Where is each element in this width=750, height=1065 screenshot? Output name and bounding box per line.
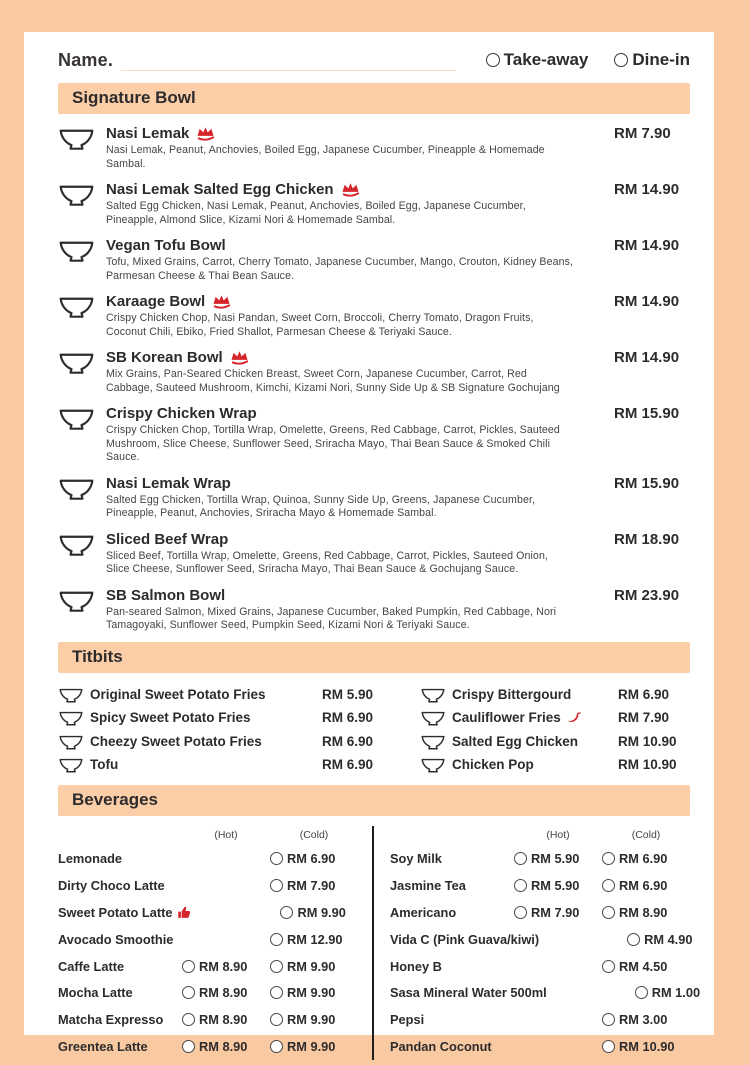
cold-option-radio[interactable]: [280, 906, 293, 919]
cold-option-radio[interactable]: [270, 879, 283, 892]
hot-price-cell: [514, 878, 602, 893]
item-price: RM 10.90: [618, 757, 677, 773]
item-name: Sliced Beef Wrap: [106, 530, 229, 548]
cold-option-radio[interactable]: [270, 986, 283, 999]
signature-bowl-list: [58, 124, 690, 633]
item-name: Matcha Expresso: [58, 1012, 164, 1028]
item-text: [106, 474, 614, 521]
bowl-icon: [58, 533, 95, 558]
item-price: RM 6.90: [322, 757, 374, 773]
cold-option-radio[interactable]: [635, 986, 648, 999]
crown-icon: [229, 350, 250, 366]
beverage-item: [390, 1033, 690, 1060]
item-name: Nasi Lemak: [106, 124, 604, 143]
item-text: [106, 236, 614, 283]
beverage-item: [58, 872, 358, 899]
titbit-item: [58, 706, 394, 730]
hot-price: RM 8.90: [199, 985, 248, 1001]
bowl-icon: [58, 477, 95, 502]
bowl-icon: [58, 351, 95, 376]
cold-option-radio[interactable]: [270, 1040, 283, 1053]
item-text: [106, 124, 614, 171]
item-price: RM 10.90: [618, 733, 677, 749]
cold-price-cell: [602, 878, 690, 893]
hot-header: (Hot): [546, 828, 570, 841]
menu-item: [58, 292, 690, 339]
item-description: Nasi Lemak, Peanut, Anchovies, Boiled Egg, Japanese Cucumber, Pineapple & Homemade Sambal.: [106, 144, 545, 170]
item-text: [106, 292, 614, 339]
cold-price-cell: [270, 985, 358, 1000]
menu-item: [58, 180, 690, 227]
hot-option-radio[interactable]: [182, 1040, 195, 1053]
beverage-item: [390, 926, 693, 953]
item-name: Original Sweet Potato Fries: [90, 686, 266, 702]
cold-price-cell: [602, 959, 690, 974]
cold-price-cell: [280, 905, 368, 920]
hot-price: RM 8.90: [199, 958, 248, 974]
cold-option-radio[interactable]: [602, 960, 615, 973]
item-price: RM 7.90: [614, 125, 671, 142]
crown-icon: [211, 294, 232, 310]
name-label: Name.: [58, 49, 114, 70]
item-name: Crispy Chicken Wrap: [106, 405, 257, 422]
hot-option-radio[interactable]: [182, 1013, 195, 1026]
hot-option-radio[interactable]: [182, 960, 195, 973]
beverage-item: [390, 979, 701, 1006]
item-name: Sasa Mineral Water 500ml: [390, 985, 547, 1001]
bowl-icon: [58, 407, 95, 432]
bowl-icon: [58, 710, 84, 727]
cold-option-radio[interactable]: [602, 1040, 615, 1053]
item-price: RM 14.90: [614, 237, 680, 254]
hot-price: RM 5.90: [531, 878, 580, 894]
cold-price-cell: [270, 932, 358, 947]
item-price: RM 15.90: [614, 405, 680, 422]
cold-price: RM 9.90: [287, 1038, 336, 1054]
titbit-item: [58, 683, 394, 707]
item-price: RM 6.90: [322, 710, 374, 726]
beverage-item: [58, 979, 358, 1006]
beverages-column-right: [374, 826, 701, 1060]
cold-option-radio[interactable]: [602, 852, 615, 865]
item-name: Caffe Latte: [58, 958, 125, 974]
item-price: RM 14.90: [614, 181, 680, 198]
cold-option-radio[interactable]: [602, 906, 615, 919]
item-name: Lemonade: [58, 851, 122, 867]
item-name: SB Salmon Bowl: [106, 586, 226, 604]
beverages-list: [58, 826, 701, 1060]
bowl-icon: [58, 295, 95, 320]
menu-item: [58, 586, 690, 633]
cold-price: RM 6.90: [619, 851, 668, 867]
beverage-item: [390, 1006, 690, 1033]
hot-price: RM 5.90: [531, 851, 580, 867]
hot-price: RM 7.90: [531, 904, 580, 920]
hot-price: RM 8.90: [199, 1038, 248, 1054]
item-name: Crispy Bittergourd: [452, 686, 572, 702]
hot-option-radio[interactable]: [514, 906, 527, 919]
cold-price: RM 9.90: [297, 904, 346, 920]
item-price: RM 6.90: [322, 733, 374, 749]
cold-price: RM 3.00: [619, 1012, 668, 1028]
bowl-icon: [420, 687, 446, 704]
cold-price: RM 8.90: [619, 904, 668, 920]
hot-price-cell: [182, 1039, 270, 1054]
titbit-item: [58, 753, 394, 777]
item-text: [106, 348, 614, 395]
item-name: Jasmine Tea: [390, 878, 466, 894]
item-text: [106, 404, 614, 465]
cold-price: RM 4.50: [619, 958, 668, 974]
cold-price-cell: [270, 959, 358, 974]
cold-price: RM 10.90: [619, 1038, 675, 1054]
bowl-icon: [58, 734, 84, 751]
menu-item: [58, 474, 690, 521]
bowl-icon: [58, 183, 95, 208]
hot-price: RM 8.90: [199, 1012, 248, 1028]
titbits-list: [58, 683, 690, 777]
bowl-icon: [58, 757, 84, 774]
bowl-icon: [58, 589, 95, 614]
item-description: Crispy Chicken Chop, Nasi Pandan, Sweet Corn, Broccoli, Cherry Tomato, Dragon Fruits, Coconut Chili, Ebiko, Fried Shallot, Parmesan Cheese & Teriyaki Sauce.: [106, 312, 534, 338]
titbit-item: [420, 730, 690, 754]
cold-price: RM 12.90: [287, 931, 343, 947]
bowl-icon: [420, 710, 446, 727]
dinein-option[interactable]: [614, 50, 690, 70]
item-name: Vegan Tofu Bowl: [106, 237, 226, 254]
bowl-icon: [420, 734, 446, 751]
takeaway-option[interactable]: [486, 50, 589, 70]
name-write-line[interactable]: [121, 51, 456, 71]
item-name: Tofu: [90, 757, 119, 773]
order-header: [58, 45, 690, 75]
cold-price: RM 1.00: [651, 985, 701, 1001]
item-name: Cauliflower Fries: [452, 710, 618, 725]
item-name: Soy Milk: [390, 851, 442, 867]
cold-price-cell: [270, 1039, 358, 1054]
cold-price: RM 6.90: [287, 851, 336, 867]
item-description: Mix Grains, Pan-Seared Chicken Breast, Sweet Corn, Japanese Cucumber, Carrot, Red Cabbage, Sauteed Mushroom, Kimchi, Kizami Nori, Sunny Side Up & SB Signature Gochujang: [106, 368, 560, 394]
beverage-column-headers: [390, 826, 690, 844]
hot-header: (Hot): [214, 828, 238, 841]
beverage-item: [58, 926, 358, 953]
section-header-titbits: Titbits: [58, 642, 690, 673]
hot-option-radio[interactable]: [514, 852, 527, 865]
cold-price-cell: [270, 851, 358, 866]
cold-option-radio[interactable]: [627, 933, 640, 946]
item-name: Pandan Coconut: [390, 1038, 492, 1054]
item-name: Karaage Bowl: [106, 292, 604, 311]
crown-icon: [340, 182, 361, 198]
beverage-item: [58, 899, 358, 926]
item-price: RM 23.90: [614, 586, 680, 604]
beverage-item: [58, 1033, 358, 1060]
item-price: RM 5.90: [322, 686, 374, 702]
beverage-item: [390, 953, 690, 980]
cold-price-cell: [602, 1039, 690, 1054]
hot-price-cell: [182, 959, 270, 974]
cold-price: RM 7.90: [287, 878, 336, 894]
cold-price-cell: [270, 878, 358, 893]
beverage-item: [390, 899, 690, 926]
item-price: RM 14.90: [614, 293, 680, 310]
item-name: Nasi Lemak Salted Egg Chicken: [106, 180, 604, 199]
cold-option-radio[interactable]: [270, 960, 283, 973]
titbit-item: [420, 753, 690, 777]
menu-item: [58, 530, 690, 577]
titbit-item: [58, 730, 394, 754]
item-name: Avocado Smoothie: [58, 931, 174, 947]
item-name: Pepsi: [390, 1012, 425, 1028]
section-header-signature-bowl: Signature Bowl: [58, 83, 690, 114]
beverages-column-left: [58, 826, 374, 1060]
cold-price: RM 9.90: [287, 1012, 336, 1028]
item-description: Salted Egg Chicken, Tortilla Wrap, Quinoa, Sunny Side Up, Greens, Japanese Cucumber, Pineapple, Peanut, Anchovies, Sriracha Mayo & Homemade Sambal.: [106, 493, 536, 519]
item-name: Spicy Sweet Potato Fries: [90, 710, 251, 726]
cold-price: RM 6.90: [619, 878, 668, 894]
item-name: Nasi Lemak Wrap: [106, 474, 231, 492]
dinein-label: Dine-in: [632, 50, 690, 69]
titbit-item: [420, 706, 690, 730]
beverage-item: [58, 1006, 358, 1033]
item-price: RM 14.90: [614, 349, 680, 366]
item-name: Cheezy Sweet Potato Fries: [90, 733, 262, 749]
titbit-item: [420, 683, 690, 707]
hot-price-cell: [182, 985, 270, 1000]
name-field[interactable]: [58, 50, 456, 71]
item-name: Vida C (Pink Guava/kiwi): [390, 931, 540, 947]
item-text: [106, 530, 614, 577]
cold-price: RM 4.90: [644, 931, 693, 947]
menu-item: [58, 348, 690, 395]
menu-item: [58, 124, 690, 171]
item-price: RM 7.90: [618, 710, 670, 726]
order-type-options: [486, 50, 690, 70]
hot-option-radio[interactable]: [182, 986, 195, 999]
hot-price-cell: [514, 905, 602, 920]
item-name: Americano: [390, 904, 457, 920]
menu-item: [58, 404, 690, 465]
bowl-icon: [58, 687, 84, 704]
item-description: Tofu, Mixed Grains, Carrot, Cherry Tomato, Japanese Cucumber, Mango, Crouton, Kidney Beans, Parmesan Cheese & Thai Bean Sauce.: [106, 256, 574, 282]
takeaway-radio[interactable]: [486, 53, 500, 67]
cold-price-cell: [270, 1012, 358, 1027]
bowl-icon: [420, 757, 446, 774]
cold-option-radio[interactable]: [270, 852, 283, 865]
cold-option-radio[interactable]: [602, 879, 615, 892]
titbits-column-right: [420, 683, 690, 777]
item-name: Mocha Latte: [58, 985, 133, 1001]
item-description: Crispy Chicken Chop, Tortilla Wrap, Omelette, Greens, Red Cabbage, Carrot, Pickles, Sauteed Mushroom, Slice Cheese, Sunflower Seed, Sriracha Mayo, Thai Bean Sauce & Smoked Chili Sauce.: [106, 424, 560, 463]
item-name: Sweet Potato Latte: [58, 905, 192, 920]
beverage-item: [58, 846, 358, 873]
cold-option-radio[interactable]: [602, 1013, 615, 1026]
item-description: Sliced Beef, Tortilla Wrap, Omelette, Greens, Red Cabbage, Carrot, Pickles, Sauteed Onion, Slice Cheese, Sunflower Seed, Sriracha Mayo, Thai Bean Sauce & Gochujang Sauce.: [106, 549, 548, 575]
cold-price-cell: [602, 851, 690, 866]
cold-option-radio[interactable]: [270, 933, 283, 946]
cold-price-cell: [635, 985, 723, 1000]
beverage-column-headers: [58, 826, 358, 844]
thumbs-up-icon: [177, 905, 192, 920]
item-name: Greentea Latte: [58, 1038, 148, 1054]
item-text: [106, 586, 614, 633]
titbits-column-left: [58, 683, 394, 777]
cold-price: RM 9.90: [287, 958, 336, 974]
cold-header: (Cold): [299, 828, 329, 841]
cold-price: RM 9.90: [287, 985, 336, 1001]
item-text: [106, 180, 614, 227]
item-name: Salted Egg Chicken: [452, 733, 579, 749]
hot-price-cell: [514, 851, 602, 866]
beverage-item: [390, 872, 690, 899]
item-name: Dirty Choco Latte: [58, 878, 165, 894]
takeaway-label: Take-away: [503, 50, 589, 69]
chili-icon: [566, 710, 581, 725]
item-price: RM 15.90: [614, 474, 680, 492]
beverage-item: [58, 953, 358, 980]
bowl-icon: [58, 239, 95, 264]
menu-item: [58, 236, 690, 283]
item-price: RM 18.90: [614, 530, 680, 548]
item-name: Chicken Pop: [452, 757, 534, 773]
item-description: Salted Egg Chicken, Nasi Lemak, Peanut, Anchovies, Boiled Egg, Japanese Cucumber, Pineapple, Almond Slice, Kizami Nori & Homemade Sambal.: [106, 200, 526, 226]
menu-card: [24, 32, 714, 1054]
crown-icon: [195, 126, 216, 142]
hot-price-cell: [182, 1012, 270, 1027]
item-description: Pan-seared Salmon, Mixed Grains, Japanese Cucumber, Baked Pumpkin, Red Cabbage, Nori Tamagoyaki, Sunflower Seed, Pumpkin Seed, Kizami Nori & Teriyaki Sauce.: [106, 605, 557, 631]
item-name: Honey B: [390, 958, 442, 974]
section-header-beverages: Beverages: [58, 785, 690, 816]
cold-price-cell: [627, 932, 715, 947]
beverage-item: [390, 846, 690, 873]
hot-option-radio[interactable]: [514, 879, 527, 892]
dinein-radio[interactable]: [614, 53, 628, 67]
cold-header: (Cold): [631, 828, 661, 841]
cold-option-radio[interactable]: [270, 1013, 283, 1026]
item-price: RM 6.90: [618, 686, 670, 702]
bowl-icon: [58, 127, 95, 152]
cold-price-cell: [602, 1012, 690, 1027]
item-name: SB Korean Bowl: [106, 348, 604, 367]
cold-price-cell: [602, 905, 690, 920]
